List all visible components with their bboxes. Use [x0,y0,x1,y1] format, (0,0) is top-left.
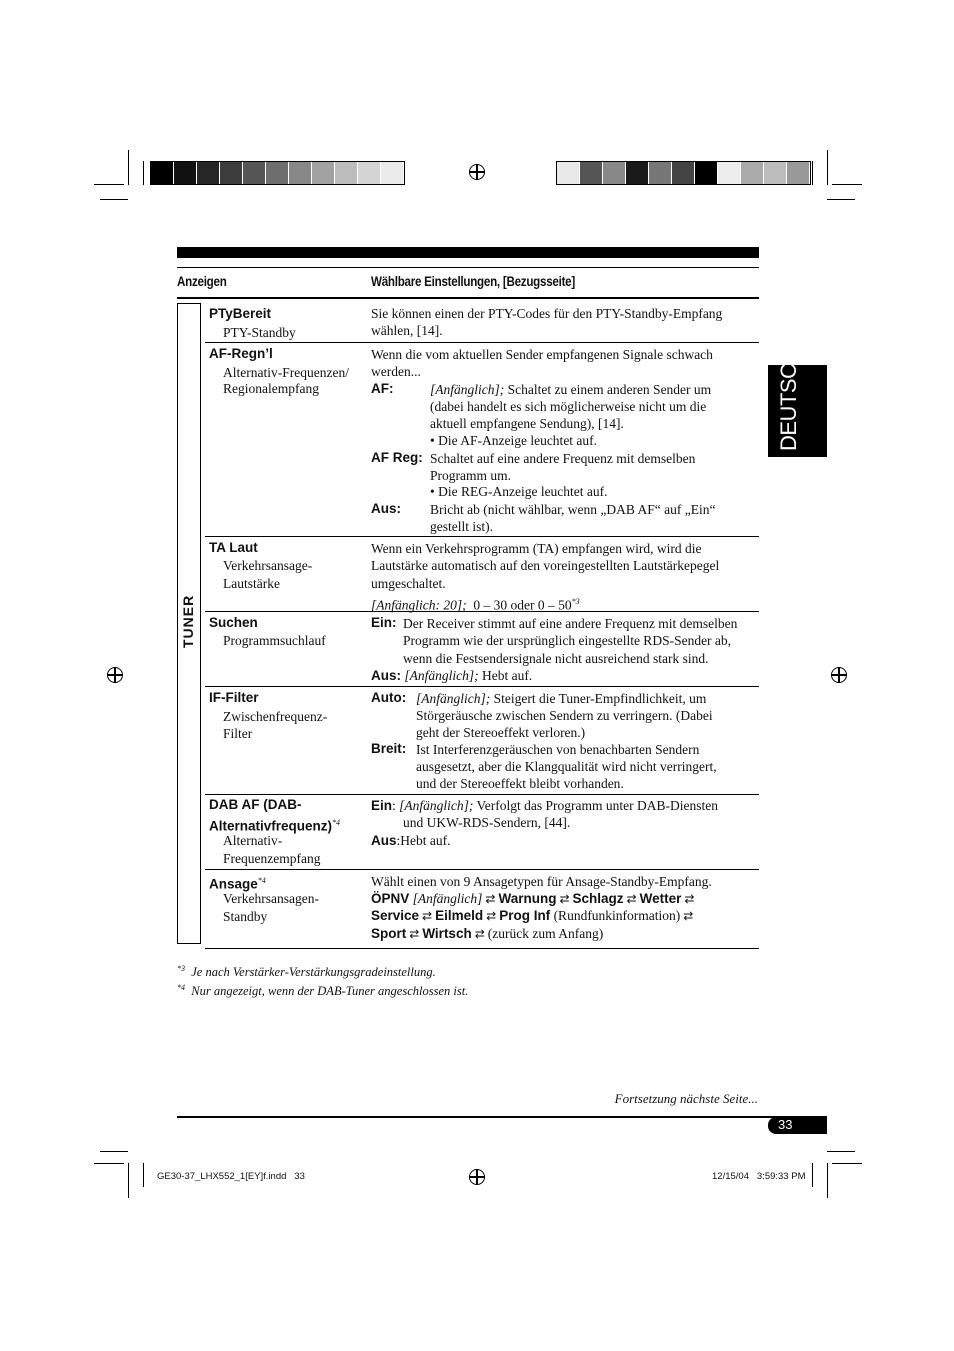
option-key: Breit: [371,741,407,756]
language-tab-label: DEUTSCH [776,348,801,451]
row-label: TA Laut [209,540,258,555]
footnote: $^{*3}$ Je nach Verstärker-Verstärkungsgradeinstellung. [177,964,436,980]
page-number-badge: 33 [768,1117,827,1134]
option-bullet: • Die AF-Anzeige leuchtet auf. [430,433,598,448]
divider [205,869,759,870]
crop-mark [94,184,124,185]
divider [177,303,201,304]
crop-mark [812,1163,813,1187]
row-description: umgeschaltet. [371,576,446,591]
option-key: Ein: [371,615,397,630]
color-bar-right [556,161,811,185]
row-sublabel: Standby [223,909,268,924]
cycle-arrow-icon: ⇄ [485,892,496,906]
row-description: Sie können einen der PTY-Codes für den PTY-Standby-Empfang wählen, [14]. [371,306,723,338]
row-label: Suchen [209,615,258,630]
divider [205,686,759,687]
crop-mark [832,184,862,185]
crop-mark [832,1163,862,1164]
crop-mark [100,199,128,200]
row-description: Wenn ein Verkehrsprogramm (TA) empfangen wird, wird die [371,541,702,556]
option-text: wenn die Festsendersignale nicht ausreichend stark sind. [403,651,709,666]
cycle-arrow-icon: ⇄ [684,892,695,906]
cycle-arrow-icon: ⇄ [626,892,637,906]
crop-mark [827,199,855,200]
option-text: Aus: [Anfänglich]; Hebt auf. [371,668,533,683]
row-label: Alternativfrequenz)$^{*4}$ [209,818,341,834]
option-key: AF Reg: [371,450,423,465]
row-label: DAB AF (DAB- [209,797,302,812]
registration-target-icon [469,164,485,180]
continued-note: Fortsetzung nächste Seite... [614,1091,758,1106]
crop-mark [94,1163,124,1164]
row-sublabel: Filter [223,726,253,741]
divider [205,342,759,343]
row-label: AF-Regn’l [209,346,273,361]
row-description: Wählt einen von 9 Ansagetypen für Ansage-Standby-Empfang. [371,874,712,889]
divider [205,794,759,795]
cycle-arrow-icon: ⇄ [683,909,694,923]
divider [177,1116,827,1118]
crop-mark [143,1163,144,1187]
row-sublabel: Verkehrsansage- [223,558,313,573]
option-key: Auto: [371,690,407,705]
announcement-sequence: Sport ⇄ Wirtsch ⇄ (zurück zum Anfang) [371,926,604,941]
row-sublabel: Verkehrsansagen- [223,891,319,906]
row-label: Ansage$^{*4}$ [209,876,266,892]
row-description: [Anfänglich: 20]; 0 – 30 oder 0 – 50$^{*3}$ [371,597,580,613]
cycle-arrow-icon: ⇄ [409,927,420,941]
divider [177,267,759,268]
divider [205,536,759,537]
option-key: Aus: [371,501,401,516]
crop-mark [143,161,144,185]
announcement-sequence: Service ⇄ Eilmeld ⇄ Prog Inf (Rundfunkinformation) ⇄ [371,908,694,923]
option-text: Bricht ab (nicht wählbar, wenn „DAB AF“ auf „Ein“ [430,502,716,517]
table-top-bar [177,247,759,258]
cycle-arrow-icon: ⇄ [422,909,433,923]
row-description: Wenn die vom aktuellen Sender empfangenen Signale schwach [371,347,713,362]
crop-mark [827,1151,855,1152]
row-sublabel: Programmsuchlauf [223,633,326,648]
row-description: Lautstärke automatisch auf den voreingestellten Lautstärkepegel [371,558,720,573]
row-description: werden... [371,364,421,379]
crop-mark [827,150,828,185]
row-sublabel: Alternativ-Frequenzen/ [223,365,349,380]
option-text: und UKW-RDS-Sendern, [44]. [403,815,571,830]
row-label: IF-Filter [209,690,259,705]
footnote: $^{*4}$ Nur angezeigt, wenn der DAB-Tuner angeschlossen ist. [177,983,469,999]
crop-mark [812,161,813,185]
row-sublabel: Regionalempfang [223,381,319,396]
option-text: Störgeräusche zwischen Sendern zu verringern. (Dabei [416,708,713,723]
row-sublabel: Zwischenfrequenz- [223,709,328,724]
option-text: (dabei handelt es sich möglicherweise nicht um die [430,399,707,414]
option-text: aktuell empfangene Sendung), [14]. [430,416,624,431]
cycle-arrow-icon: ⇄ [474,927,485,941]
option-text: Programm um. [430,468,511,483]
crop-mark [128,1163,129,1198]
registration-target-icon [107,667,123,683]
option-text: Der Receiver stimmt auf eine andere Frequenz mit demselben [403,616,738,631]
row-sublabel: Lautstärke [223,576,280,591]
row-label: PTyBereit [209,306,272,321]
option-text: [Anfänglich]; Schaltet zu einem anderen Sender um [430,382,712,397]
crop-mark [100,1151,128,1152]
registration-target-icon [469,1169,485,1185]
option-text: gestellt ist). [430,519,493,534]
header-col-settings: Wählbare Einstellungen, [Bezugsseite] [371,274,575,289]
row-sublabel: Frequenzempfang [223,851,321,866]
row-sublabel: Alternativ- [223,833,283,848]
crop-mark [128,150,129,185]
option-text: Aus:Hebt auf. [371,833,451,848]
cycle-arrow-icon: ⇄ [559,892,570,906]
language-tab [768,348,827,457]
option-text: Ist Interferenzgeräuschen von benachbarten Sendern [416,742,700,757]
option-text: Schaltet auf eine andere Frequenz mit demselben [430,451,696,466]
header-col-display: Anzeigen [177,274,227,289]
slug-file: GE30-37_LHX552_1[EY]f.indd 33 [157,1171,305,1182]
cycle-arrow-icon: ⇄ [486,909,497,923]
divider [177,297,759,299]
option-text: ausgesetzt, aber die Klangqualität wird nicht verringert, [416,759,717,774]
announcement-sequence: ÖPNV [Anfänglich] ⇄ Warnung ⇄ Schlagz ⇄ Wetter ⇄ [371,891,695,906]
option-text: Programm wie der ursprünglich eingestellte RDS-Sender ab, [403,633,732,648]
option-text: [Anfänglich]; Steigert die Tuner-Empfindlichkeit, um [416,691,707,706]
option-text: geht der Stereoeffekt verloren.) [416,725,586,740]
color-bar-left [150,161,405,185]
row-sublabel: PTY-Standby [223,325,296,340]
divider [205,948,759,949]
section-label: TUNER [180,594,196,648]
crop-mark [827,1163,828,1198]
slug-date: 12/15/04 3:59:33 PM [712,1171,806,1182]
option-text: Ein: [Anfänglich]; Verfolgt das Programm unter DAB-Diensten [371,798,718,813]
option-bullet: • Die REG-Anzeige leuchtet auf. [430,484,608,499]
option-text: und der Stereoeffekt bleibt vorhanden. [416,776,624,791]
divider [177,943,201,944]
option-key: AF: [371,381,394,396]
registration-target-icon [831,667,847,683]
